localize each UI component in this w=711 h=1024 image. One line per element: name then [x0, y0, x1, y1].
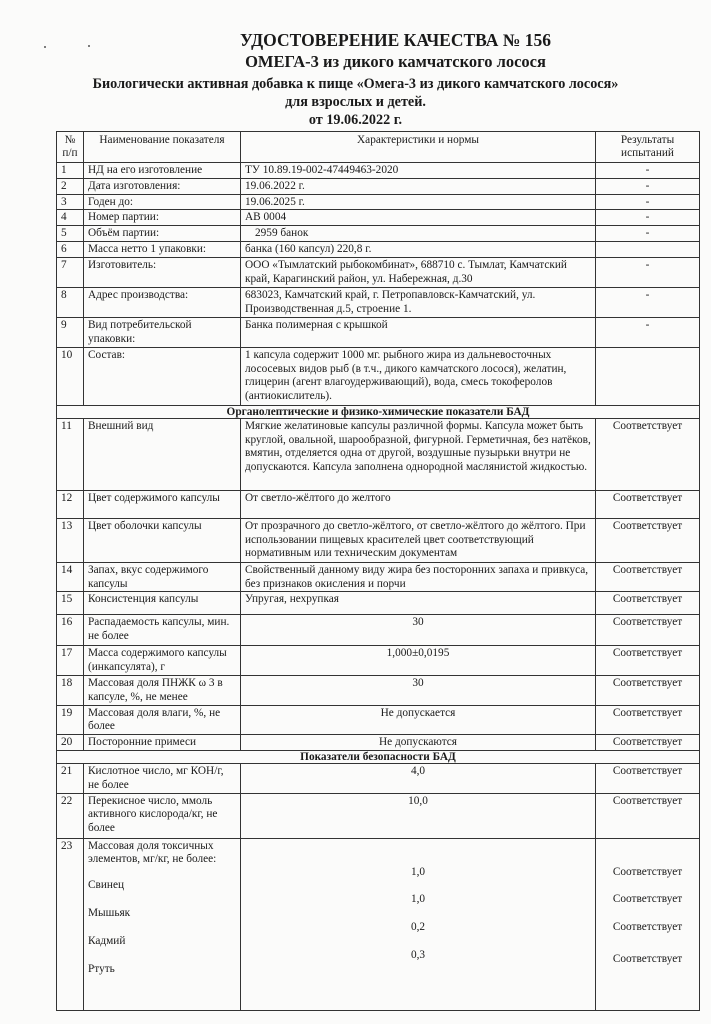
table-row [57, 194, 700, 210]
row-num: 22 [57, 793, 84, 838]
row-result: Соответствует [596, 735, 700, 751]
row-result: Соответствует [596, 418, 700, 490]
table-row [57, 793, 700, 838]
row-name: Вид потребительской упаковки: [84, 317, 241, 347]
table-row [57, 763, 700, 793]
row-value: банка (160 капсул) 220,8 г. [241, 241, 596, 257]
toxic-element-value: 0,3 [410, 948, 426, 961]
row-value: 19.06.2025 г. [241, 194, 596, 210]
row-result: Соответствует [596, 592, 700, 615]
section-row-organoleptic [57, 405, 700, 418]
row-name: Массовая доля ПНЖК ω 3 в капсуле, %, не менее [84, 675, 241, 705]
table-row [57, 646, 700, 676]
row-value: ТУ 10.89.19-002-47449463-2020 [241, 163, 596, 179]
row-num: 6 [57, 241, 84, 257]
toxic-element-result: Соответствует [612, 921, 683, 934]
table-row [57, 287, 700, 317]
row-name: Масса содержимого капсулы (инкапсулята), г [84, 646, 241, 676]
section-title: Показатели безопасности БАД [57, 750, 700, 763]
row-result: Соответствует [596, 562, 700, 592]
row-result: Соответствует [596, 763, 700, 793]
row-num: 9 [57, 317, 84, 347]
table-header-row [57, 132, 700, 163]
row-name: Цвет оболочки капсулы [84, 518, 241, 562]
table-row [57, 675, 700, 705]
section-row-safety [57, 750, 700, 763]
row-name: Масса нетто 1 упаковки: [84, 241, 241, 257]
table-row [57, 705, 700, 735]
row-name: Изготовитель: [84, 257, 241, 287]
row-num: 13 [57, 518, 84, 562]
row-name: Кислотное число, мг КОН/г, не более [84, 763, 241, 793]
row-result: - [596, 194, 700, 210]
table-row [57, 562, 700, 592]
row-value: 30 [241, 615, 596, 646]
row-value: 1 капсула содержит 1000 мг. рыбного жира из дальневосточных лососевых видов рыб (в т.ч., дикого камчатского лосося), желатин, глицерин (агент влагоудерживающий), вода, смесь токоферолов (антиокислитель). [241, 347, 596, 405]
document-date: от 19.06.2022 г. [308, 112, 403, 128]
row-name: Годен до: [84, 194, 241, 210]
row-num: 23 [57, 838, 84, 1010]
row-num: 14 [57, 562, 84, 592]
table-row [57, 418, 700, 490]
row-num: 5 [57, 226, 84, 242]
row-num: 20 [57, 735, 84, 751]
table-row [57, 241, 700, 257]
col-header-name: Наименование показателя [84, 132, 241, 163]
table-row [57, 257, 700, 287]
row-name: Массовая доля токсичных элементов, мг/кг, не более: [88, 839, 217, 866]
row-value: 10,0 [241, 793, 596, 838]
row-name: Цвет содержимого капсулы [84, 490, 241, 518]
row-num: 18 [57, 675, 84, 705]
table-row [57, 178, 700, 194]
section-title: Органолептические и физико-химические показатели БАД [57, 405, 700, 418]
row-result: - [596, 178, 700, 194]
row-num: 2 [57, 178, 84, 194]
row-result: Соответствует [596, 615, 700, 646]
row-value: Мягкие желатиновые капсулы различной формы. Капсула может быть круглой, овальной, шарообразной, фигурной. Герметичная, без натёков, вмятин, отделяется одна от другой, воздушные пузырьки внутри не допускаются. Капсула заполнена однородной маслянистой жидкостью. [241, 418, 596, 490]
table-row [57, 226, 700, 242]
row-num: 10 [57, 347, 84, 405]
row-num: 19 [57, 705, 84, 735]
row-num: 11 [57, 418, 84, 490]
table-row-toxic [57, 838, 700, 1010]
row-result: Соответствует [596, 793, 700, 838]
toxic-element-result: Соответствует [612, 865, 683, 878]
row-value: Свойственный данному виду жира без посторонних запаха и привкуса, без признаков окисления и порчи [241, 562, 596, 592]
table-row [57, 210, 700, 226]
table-row [57, 347, 700, 405]
row-num: 7 [57, 257, 84, 287]
table-row [57, 615, 700, 646]
row-num: 1 [57, 163, 84, 179]
row-result: Соответствует [596, 490, 700, 518]
row-name: Внешний вид [84, 418, 241, 490]
row-num: 4 [57, 210, 84, 226]
row-num: 12 [57, 490, 84, 518]
row-name: Массовая доля влаги, %, не более [84, 705, 241, 735]
row-result: Соответствует [596, 518, 700, 562]
row-value: От прозрачного до светло-жёлтого, от светло-жёлтого до жёлтого. При использовании пищевых красителей цвет соответствующий нормативным или техническим документам [241, 518, 596, 562]
table-row [57, 163, 700, 179]
row-value: ООО «Тымлатский рыбокомбинат», 688710 с. Тымлат, Камчатский край, Карагинский район, ул. Набережная, д.30 [241, 257, 596, 287]
row-name: Номер партии: [84, 210, 241, 226]
toxic-names-cell [84, 838, 241, 1010]
row-num: 21 [57, 763, 84, 793]
row-result: - [596, 257, 700, 287]
row-value: Банка полимерная с крышкой [241, 317, 596, 347]
row-name: Консистенция капсулы [84, 592, 241, 615]
row-result: - [596, 317, 700, 347]
col-header-norms: Характеристики и нормы [241, 132, 596, 163]
toxic-element-value: 0,2 [410, 921, 426, 934]
table-row [57, 592, 700, 615]
table-row [57, 735, 700, 751]
col-header-num: № п/п [57, 132, 84, 163]
toxic-element-name: Свинец [88, 879, 125, 892]
table-row [57, 317, 700, 347]
row-result: - [596, 226, 700, 242]
toxic-element-result: Соответствует [612, 893, 683, 906]
row-name: Посторонние примеси [84, 735, 241, 751]
row-value: 30 [241, 675, 596, 705]
product-line-1: Биологически активная добавка к пище «Омега-3 из дикого камчатского лосося» [92, 76, 619, 92]
toxic-element-name: Мышьяк [88, 906, 131, 919]
row-num: 3 [57, 194, 84, 210]
col-header-results: Результаты испытаний [596, 132, 700, 163]
row-num: 17 [57, 646, 84, 676]
row-name: Объём партии: [84, 226, 241, 242]
document-title: УДОСТОВЕРЕНИЕ КАЧЕСТВА № 156 [240, 30, 551, 50]
row-value: 683023, Камчатский край, г. Петропавловск-Камчатский, ул. Производственная д.5, строение 1. [241, 287, 596, 317]
row-result [596, 241, 700, 257]
product-line-2: для взрослых и детей. [285, 94, 426, 110]
row-name: Распадаемость капсулы, мин. не более [84, 615, 241, 646]
row-value: 2959 банок [241, 226, 596, 242]
row-num: 15 [57, 592, 84, 615]
row-result: - [596, 163, 700, 179]
row-name: Перекисное число, ммоль активного кислорода/кг, не более [84, 793, 241, 838]
row-value: Не допускается [241, 705, 596, 735]
toxic-element-value: 1,0 [410, 893, 426, 906]
row-result [596, 347, 700, 405]
document-subtitle: ОМЕГА-3 из дикого камчатского лосося [245, 52, 546, 71]
toxic-element-name: Кадмий [88, 934, 126, 947]
row-result: Соответствует [596, 705, 700, 735]
toxic-element-name: Ртуть [88, 962, 115, 975]
toxic-values-cell [241, 838, 596, 1010]
row-value: 19.06.2022 г. [241, 178, 596, 194]
row-result: Соответствует [596, 675, 700, 705]
row-result: - [596, 287, 700, 317]
row-value: 1,000±0,0195 [241, 646, 596, 676]
row-name: Состав: [84, 347, 241, 405]
quality-table [56, 131, 700, 1011]
row-value: АВ 0004 [241, 210, 596, 226]
row-value: Упругая, нехрупкая [241, 592, 596, 615]
row-name: Адрес производства: [84, 287, 241, 317]
row-name: Запах, вкус содержимого капсулы [84, 562, 241, 592]
table-row [57, 518, 700, 562]
row-num: 8 [57, 287, 84, 317]
row-result: - [596, 210, 700, 226]
row-result: Соответствует [596, 646, 700, 676]
toxic-results-cell [596, 838, 700, 1010]
row-name: НД на его изготовление [84, 163, 241, 179]
row-value: От светло-жёлтого до желтого [241, 490, 596, 518]
row-name: Дата изготовления: [84, 178, 241, 194]
table-row [57, 490, 700, 518]
toxic-element-value: 1,0 [410, 865, 426, 878]
row-num: 16 [57, 615, 84, 646]
row-value: Не допускаются [241, 735, 596, 751]
toxic-element-result: Соответствует [612, 952, 683, 965]
row-value: 4,0 [241, 763, 596, 793]
